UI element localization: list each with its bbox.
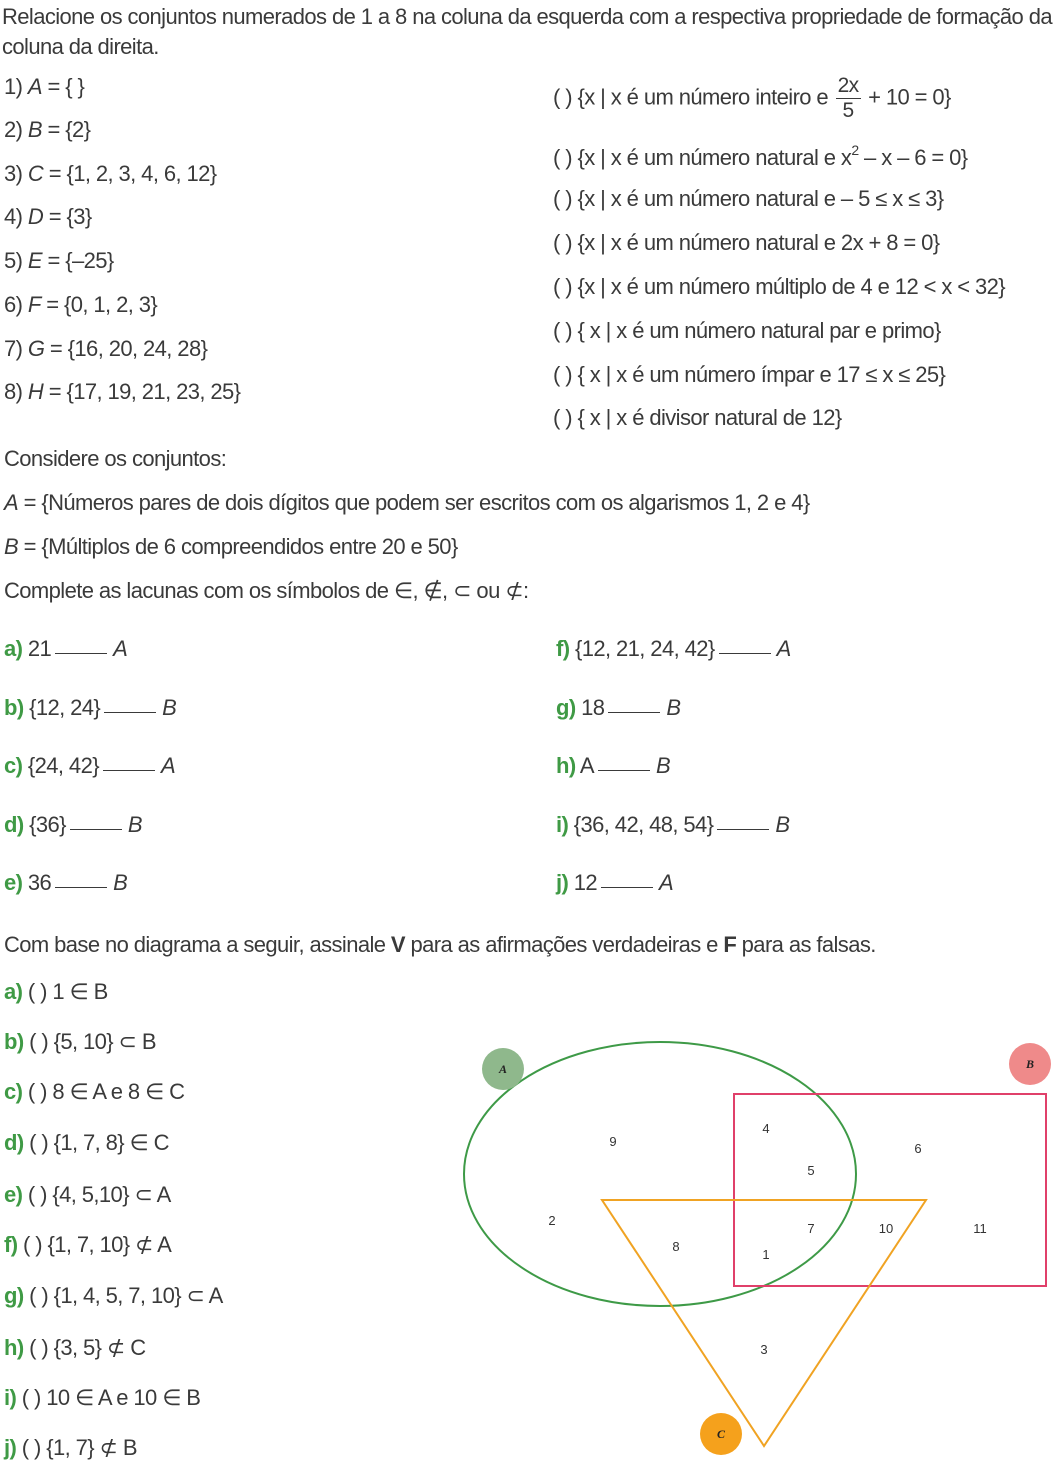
set-a-ellipse — [464, 1042, 856, 1306]
set-item: 6) F = {0, 1, 2, 3} — [4, 292, 158, 317]
set-a-label: A — [498, 1062, 508, 1076]
fill-in-item: c) {24, 42} A — [4, 753, 176, 778]
property-item: ( ) { x | x é divisor natural de 12} — [553, 405, 842, 430]
property-item: ( ) { x | x é um número ímpar e 17 ≤ x ≤ 25} — [553, 362, 946, 387]
property-item: ( ) {x | x é um número múltiplo de 4 e 12 < x < 32} — [553, 274, 1006, 299]
tf-item: f) ( ) {1, 7, 10} ⊄ A — [4, 1232, 172, 1257]
property-item: ( ) {x | x é um número natural e 2x + 8 = 0} — [553, 230, 940, 255]
property-item: ( ) { x | x é um número natural par e primo} — [553, 318, 941, 343]
set-b-definition: B = {Múltiplos de 6 compreendidos entre 20 e 50} — [4, 534, 458, 559]
fill-in-item: d) {36} B — [4, 812, 142, 837]
answer-blank[interactable] — [70, 829, 122, 830]
element-number: 1 — [762, 1247, 770, 1262]
fill-in-item: i) {36, 42, 48, 54} B — [556, 812, 790, 837]
element-number: 7 — [807, 1221, 815, 1236]
element-number: 6 — [914, 1141, 922, 1156]
fill-in-item: f) {12, 21, 24, 42} A — [556, 636, 791, 661]
fill-in-item: a) 21 A — [4, 636, 128, 661]
tf-item: i) ( ) 10 ∈ A e 10 ∈ B — [4, 1385, 201, 1410]
answer-blank[interactable] — [598, 770, 650, 771]
property-item: ( ) {x | x é um número inteiro e $\frac{2x}{5}$ + 10 = 0} — [553, 74, 951, 122]
fill-in-item: b) {12, 24} B — [4, 695, 177, 720]
set-b-rectangle — [734, 1094, 1046, 1286]
question-2-instruction: Complete as lacunas com os símbolos de ∈, ∉, ⊂ ou ⊄: — [4, 578, 529, 603]
element-number: 2 — [548, 1213, 556, 1228]
element-number: 3 — [760, 1342, 768, 1357]
tf-item: a) ( ) 1 ∈ B — [4, 979, 108, 1004]
tf-item: g) ( ) {1, 4, 5, 7, 10} ⊂ A — [4, 1283, 223, 1308]
answer-blank[interactable] — [55, 653, 107, 654]
tf-item: d) ( ) {1, 7, 8} ∈ C — [4, 1130, 169, 1155]
set-item: 8) H = {17, 19, 21, 23, 25} — [4, 379, 241, 404]
answer-blank[interactable] — [717, 829, 769, 830]
set-c-label: C — [716, 1427, 726, 1441]
set-item: 5) E = {–25} — [4, 248, 114, 273]
element-number: 8 — [672, 1239, 680, 1254]
venn-diagram — [455, 1040, 1057, 1465]
tf-item: c) ( ) 8 ∈ A e 8 ∈ C — [4, 1079, 185, 1104]
fill-in-item: h) A B — [556, 753, 671, 778]
question-2-intro: Considere os conjuntos: — [4, 446, 227, 471]
set-item: 7) G = {16, 20, 24, 28} — [4, 336, 208, 361]
tf-item: j) ( ) {1, 7} ⊄ B — [4, 1435, 137, 1460]
element-number: 5 — [807, 1163, 815, 1178]
fill-in-item: g) 18 B — [556, 695, 681, 720]
question-1-intro: Relacione os conjuntos numerados de 1 a 8 na coluna da esquerda com a respectiva propriedade de formação da coluna da direita. — [2, 4, 1052, 59]
fill-in-item: e) 36 B — [4, 870, 128, 895]
tf-item: b) ( ) {5, 10} ⊂ B — [4, 1029, 156, 1054]
element-number: 4 — [762, 1121, 770, 1136]
answer-blank[interactable] — [601, 887, 653, 888]
tf-item: h) ( ) {3, 5} ⊄ C — [4, 1335, 146, 1360]
set-a-definition: A = {Números pares de dois dígitos que podem ser escritos com os algarismos 1, 2 e 4} — [4, 490, 810, 515]
element-number: 11 — [973, 1221, 987, 1236]
question-3-intro: Com base no diagrama a seguir, assinale V para as afirmações verdadeiras e F para as falsas. — [4, 932, 876, 957]
set-item: 4) D = {3} — [4, 204, 92, 229]
property-item: ( ) {x | x é um número natural e – 5 ≤ x ≤ 3} — [553, 186, 944, 211]
answer-blank[interactable] — [608, 712, 660, 713]
answer-blank[interactable] — [104, 712, 156, 713]
set-item: 2) B = {2} — [4, 117, 91, 142]
set-item: 1) A = { } — [4, 74, 85, 99]
fraction: $\frac{2x}{5}$ — [837, 74, 859, 122]
set-item: 3) C = {1, 2, 3, 4, 6, 12} — [4, 161, 217, 186]
answer-blank[interactable] — [55, 887, 107, 888]
set-c-triangle — [602, 1200, 926, 1446]
fill-in-item: j) 12 A — [556, 870, 674, 895]
tf-item: e) ( ) {4, 5,10} ⊂ A — [4, 1182, 171, 1207]
answer-blank[interactable] — [103, 770, 155, 771]
set-b-label: B — [1025, 1057, 1035, 1071]
element-number: 10 — [878, 1221, 894, 1236]
element-number: 9 — [609, 1134, 617, 1149]
answer-blank[interactable] — [719, 653, 771, 654]
property-item: ( ) {x | x é um número natural e $x^2 - x - 6 = 0$} — [553, 142, 968, 170]
